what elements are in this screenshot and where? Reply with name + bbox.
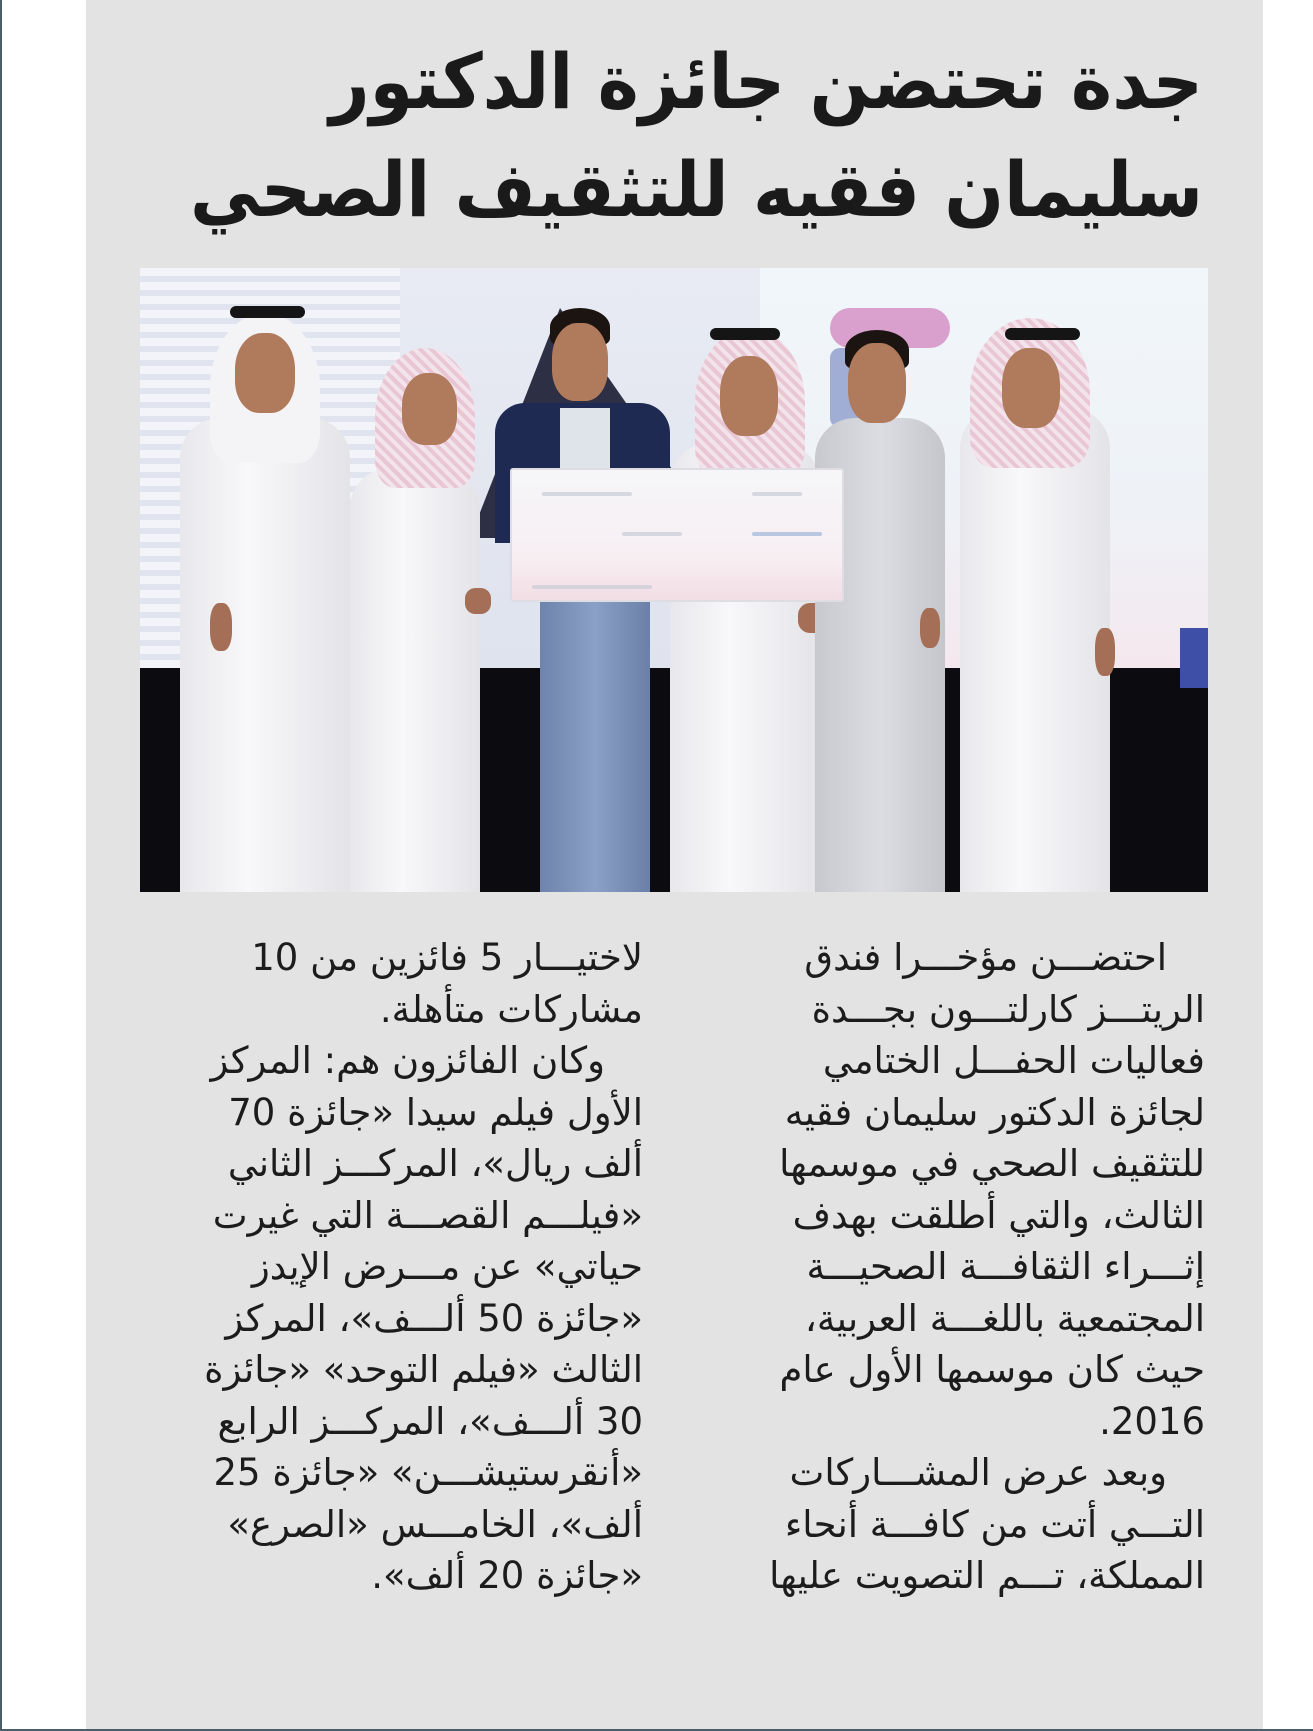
prize-cheque (510, 468, 844, 602)
body-line: الريتـــز كارلتـــون بجـــدة (811, 987, 1205, 1031)
body-line: ألف ريال»، المركـــز الثاني (227, 1142, 643, 1185)
body-line: حيث كان موسمها الأول عام (779, 1348, 1205, 1391)
body-line: إثـــراء الثقافـــة الصحيـــة (806, 1245, 1205, 1288)
body-line: المملكة، تـــم التصويت عليها (769, 1554, 1205, 1597)
article-photo (140, 268, 1208, 892)
body-line: 30 ألـــف»، المركـــز الرابع (217, 1399, 643, 1443)
body-line: ألف»، الخامـــس «الصرع» (227, 1502, 643, 1546)
body-line: التـــي أتت من كافـــة أنحاء (784, 1502, 1205, 1546)
body-line: لاختيـــار 5 فائزين من 10 (251, 936, 643, 979)
article-column-left (143, 932, 643, 1602)
body-line: 2016. (1099, 1399, 1205, 1443)
body-line: احتضـــن مؤخـــرا فندق (804, 936, 1167, 979)
headline-line-2: سليمان فقيه للتثقيف الصحي (190, 145, 1203, 234)
headline-line-1: جدة تحتضن جائزة الدكتور (329, 37, 1203, 126)
body-line: للتثقيف الصحي في موسمها (779, 1142, 1205, 1185)
body-line: وبعد عرض المشـــاركات (789, 1451, 1167, 1494)
body-line: «جائزة 20 ألف». (371, 1554, 643, 1597)
article-column-right (705, 932, 1205, 1602)
body-line: لجائزة الدكتور سليمان فقيه (784, 1090, 1205, 1134)
body-line: «أنقرستيشـــن» «جائزة 25 (213, 1451, 643, 1494)
body-line: مشاركات متأهلة. (379, 987, 643, 1031)
frame-border-left (0, 0, 2, 1731)
body-line: الأول فيلم سيدا «جائزة 70 (228, 1090, 643, 1134)
article-headline (143, 28, 1203, 244)
body-line: المجتمعية باللغـــة العربية، (804, 1296, 1205, 1340)
body-line: فعاليات الحفـــل الختامي (822, 1039, 1205, 1082)
body-line: «فيلـــم القصـــة التي غيرت (212, 1193, 643, 1237)
body-line: وكان الفائزون هم: المركز (210, 1039, 605, 1082)
photo-blue-panel (1180, 628, 1208, 688)
body-line: الثالث، والتي أطلقت بهدف (792, 1193, 1205, 1237)
body-line: حياتي» عن مـــرض الإيدز (251, 1245, 643, 1288)
body-line: الثالث «فيلم التوحد» «جائزة (204, 1348, 643, 1391)
body-line: «جائزة 50 ألـــف»، المركز (225, 1296, 643, 1340)
